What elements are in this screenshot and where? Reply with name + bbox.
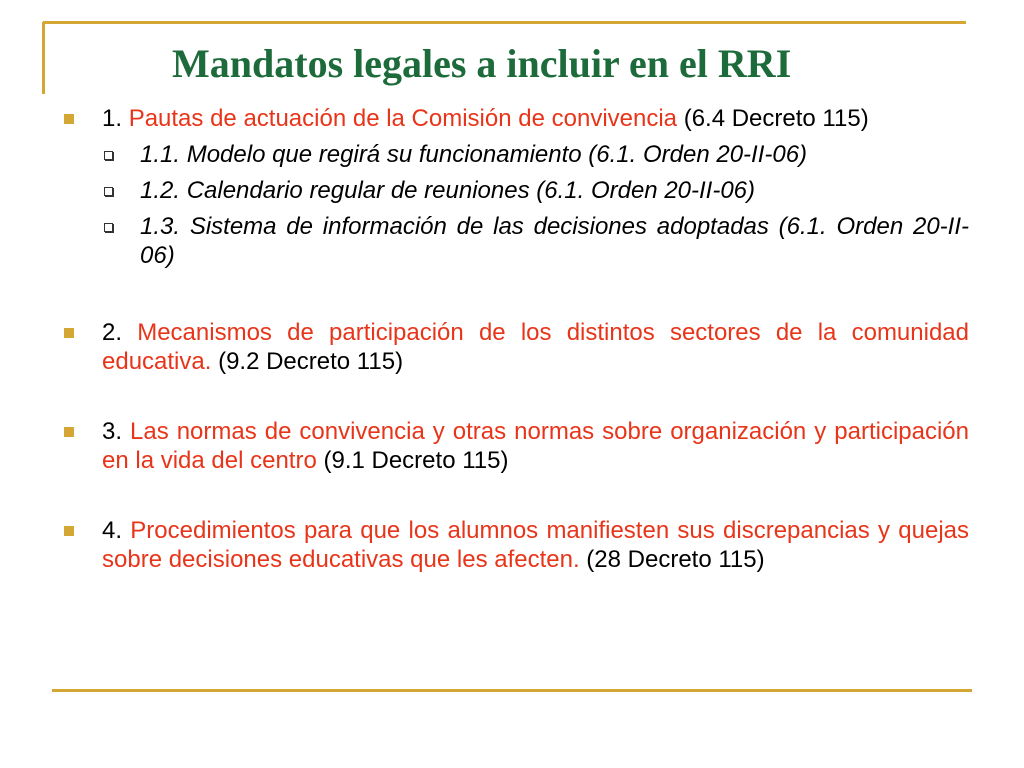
box-bullet-icon	[104, 223, 113, 232]
item-text: Las normas de convivencia y otras normas sobre organización y participación en la vida del centro	[102, 418, 970, 474]
list-item-2	[64, 318, 969, 376]
slide-title: Mandatos legales a incluir en el RRI	[172, 41, 792, 86]
list-item-3	[64, 417, 969, 475]
frame-left-line	[42, 22, 45, 94]
item-reference: (6.4 Decreto 115)	[677, 105, 869, 132]
item-text: Mecanismos de participación de los distintos sectores de la comunidad educativa.	[102, 319, 970, 375]
list-item-4	[64, 516, 969, 574]
item-reference: (28 Decreto 115)	[579, 546, 765, 573]
box-bullet-icon	[104, 151, 113, 160]
square-bullet-icon	[64, 114, 74, 124]
item-reference: (9.1 Decreto 115)	[316, 447, 509, 474]
item-number: 2.	[102, 319, 138, 346]
item-text: Procedimientos para que los alumnos manifiesten sus discrepancias y quejas sobre decisiones educativas que les afecten.	[102, 517, 970, 573]
square-bullet-icon	[64, 328, 74, 338]
sub-item-text: 1.1. Modelo que regirá su funcionamiento (6.1. Orden 20-II-06)	[140, 141, 808, 168]
frame-bottom-line	[52, 689, 972, 692]
frame-top-line	[43, 21, 966, 24]
sub-item-1-1	[64, 140, 969, 169]
list-item-1	[64, 104, 969, 133]
item-reference: (9.2 Decreto 115)	[211, 348, 404, 375]
box-bullet-icon	[104, 187, 113, 196]
square-bullet-icon	[64, 526, 74, 536]
sub-item-1-3	[64, 212, 969, 270]
slide-content	[64, 104, 969, 574]
sub-item-text: 1.2. Calendario regular de reuniones (6.1. Orden 20-II-06)	[140, 177, 756, 204]
item-number: 1.	[102, 105, 129, 132]
item-text: Pautas de actuación de la Comisión de convivencia	[128, 105, 678, 132]
sub-item-text: 1.3. Sistema de información de las decisiones adoptadas (6.1. Orden 20-II-06)	[140, 213, 969, 269]
item-number: 4.	[102, 517, 131, 544]
square-bullet-icon	[64, 427, 74, 437]
sub-item-1-2	[64, 176, 969, 205]
item-number: 3.	[102, 418, 131, 445]
